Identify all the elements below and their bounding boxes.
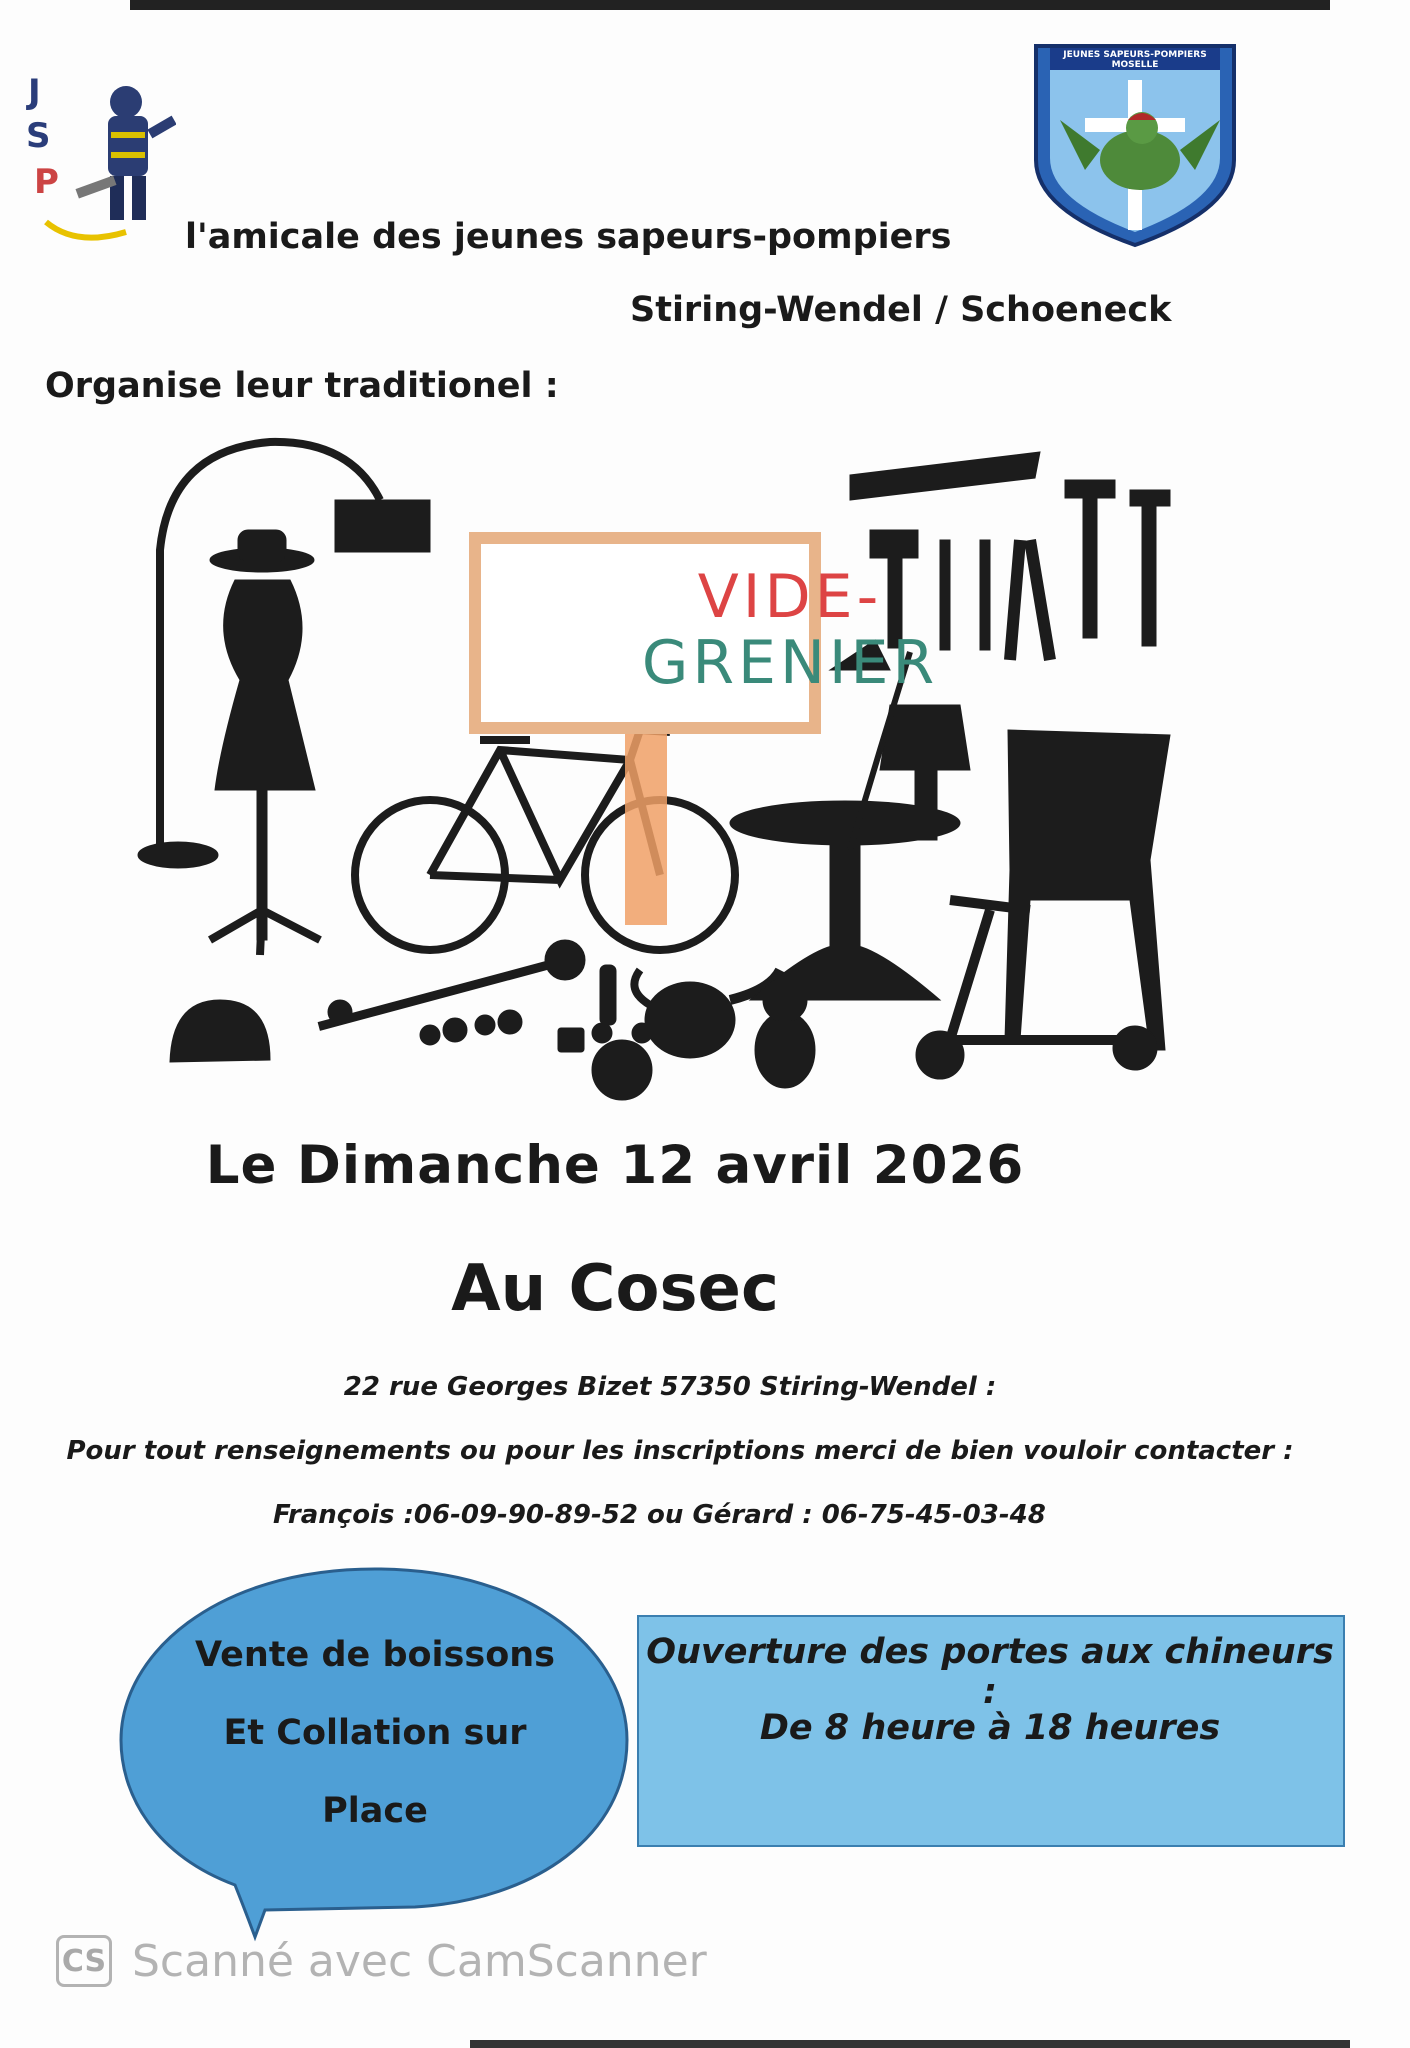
logo-letter-p: P [34, 162, 59, 202]
bubble-line-1: Vente de boissons [194, 1635, 555, 1675]
bubble-line-2: Et Collation sur [223, 1713, 527, 1753]
location-name: Stiring-Wendel / Schoeneck [630, 290, 1172, 330]
crest-banner-text: JEUNES SAPEURS-POMPIERS MOSELLE [1063, 50, 1207, 70]
speech-bubble [115, 1565, 635, 1945]
sign-title-line2: GRENIER [641, 628, 939, 698]
scan-edge-bottom [470, 2040, 1350, 2048]
opening-hours-title: Ouverture des portes aux chineurs : [646, 1632, 1334, 1712]
bubble-line-3: Place [322, 1791, 428, 1831]
sign-title-line1: VIDE- [697, 562, 883, 632]
organization-name: l'amicale des jeunes sapeurs-pompiers [185, 217, 952, 257]
firefighter-icon [16, 72, 176, 242]
camscanner-text: Scanné avec CamScanner [132, 1935, 707, 1987]
jsp-logo [16, 72, 176, 242]
event-date: Le Dimanche 12 avril 2026 [205, 1135, 1025, 1196]
intro-text: Organise leur traditionel : [45, 366, 559, 406]
camscanner-logo-icon: CS [56, 1935, 112, 1987]
event-venue: Au Cosec [451, 1252, 779, 1326]
crest-shield-icon [1030, 40, 1240, 250]
contact-phones: François :06-09-90-89-52 ou Gérard : 06-75-45-03-48 [273, 1500, 1046, 1530]
opening-hours-value: De 8 heure à 18 heures [759, 1708, 1221, 1748]
silhouettes-illustration [130, 430, 1190, 1110]
vide-grenier-illustration [130, 430, 1190, 1110]
scan-edge-top [130, 0, 1330, 10]
logo-letter-j: J [28, 72, 41, 112]
event-address: 22 rue Georges Bizet 57350 Stiring-Wendel : [343, 1372, 997, 1402]
camscanner-watermark [56, 1935, 707, 1987]
jsp-moselle-crest [1030, 40, 1240, 250]
contact-info-text: Pour tout renseignements ou pour les inscriptions merci de bien vouloir contacter : [66, 1436, 1294, 1466]
logo-letter-s: S [26, 116, 51, 156]
